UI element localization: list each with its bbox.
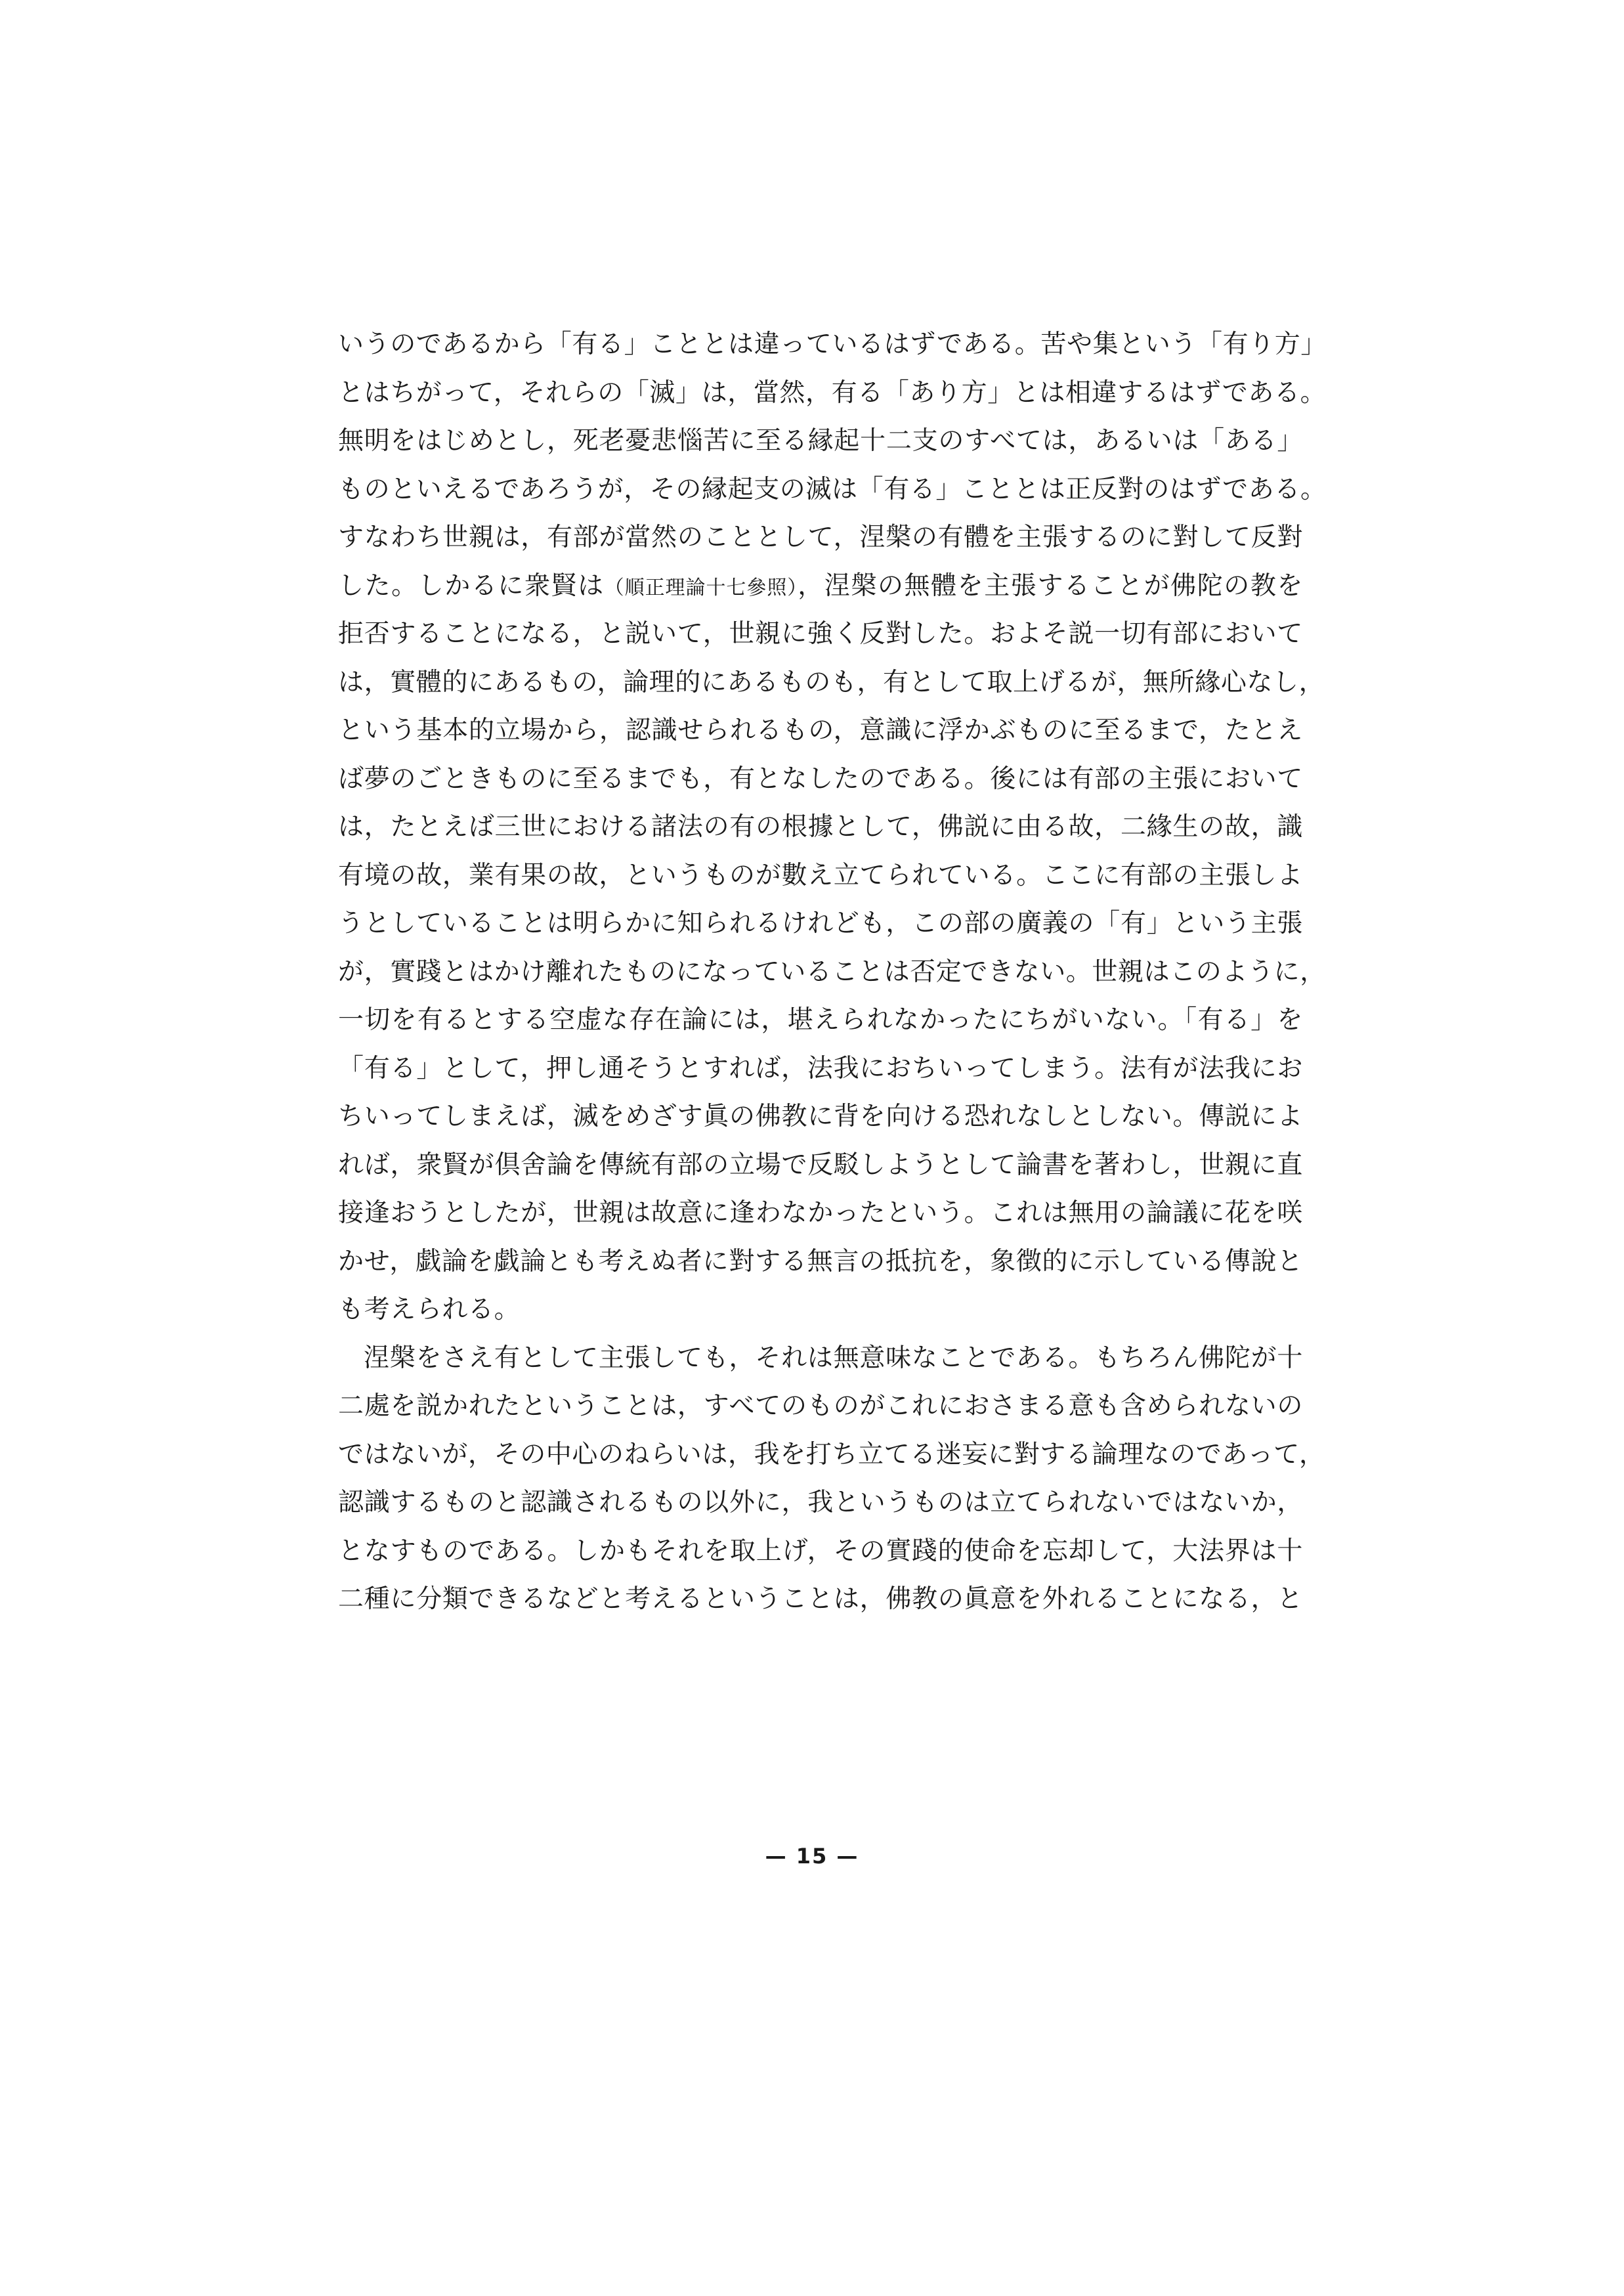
- text-line: 涅槃をさえ有として主張しても，それは無意味なことである。もちろん佛陀が十: [364, 1343, 1303, 1373]
- paragraph: [338, 320, 1327, 1334]
- text-line: れば，衆賢が倶舍論を傳統有部の立場で反駁しようとして論書を著わし，世親に直: [338, 1150, 1303, 1180]
- text-segment: ，涅槃の無體を主張することが佛陀の教を: [798, 571, 1304, 601]
- text-line: 認識するものと認識されるもの以外に，我というものは立てられないではないか，: [338, 1488, 1303, 1517]
- text-line: は，たとえば三世における諸法の有の根據として，佛説に由る故，二緣生の故，識: [338, 812, 1303, 842]
- text-line: うとしていることは明らかに知られるけれども，この部の廣義の「有」という主張: [338, 909, 1303, 938]
- text-line: 二種に分類できるなどと考えるということは，佛教の眞意を外れることになる，と: [338, 1584, 1303, 1614]
- text-line: 拒否することになる，と説いて，世親に強く反對した。およそ説一切有部において: [338, 619, 1303, 649]
- text-line: すなわち世親は，有部が當然のこととして，涅槃の有體を主張するのに對して反對: [338, 523, 1303, 552]
- text-line: ちいってしまえば，滅をめざす眞の佛教に背を向ける恐れなしとしない。傳説によ: [338, 1102, 1303, 1131]
- inline-citation: （順正理論十七參照）: [604, 576, 798, 599]
- text-line: が，實踐とはかけ離れたものになっていることは否定できない。世親はこのように，: [338, 957, 1326, 987]
- text-line: ば夢のごときものに至るまでも，有となしたのである。後には有部の主張において: [338, 764, 1303, 794]
- text-line: 無明をはじめとし，死老憂悲惱苦に至る縁起十二支のすべては，あるいは「ある」: [338, 426, 1303, 456]
- text-segment: した。しかるに衆賢は: [338, 571, 605, 601]
- text-line: という基本的立場から，認識せられるもの，意識に浮かぶものに至るまで，たとえ: [338, 716, 1303, 745]
- text-line-with-note: [338, 562, 1303, 611]
- text-line: 二處を説かれたということは，すべてのものがこれにおさまる意も含められないの: [338, 1391, 1303, 1421]
- text-line: も考えられる。: [338, 1295, 521, 1324]
- text-line: となすものである。しかもそれを取上げ，その實踐的使命を忘却して，大法界は十: [338, 1536, 1303, 1566]
- paragraph: [338, 1334, 1325, 1624]
- text-line: は，實體的にあるもの，論理的にあるものも，有として取上げるが，無所緣心なし，: [338, 667, 1325, 697]
- text-line: いうのであるから「有る」こととは違っているはずである。苦や集という「有り方」: [338, 330, 1327, 359]
- text-line: ではないが，その中心のねらいは，我を打ち立てる迷妄に對する論理なのであって，: [338, 1439, 1325, 1469]
- text-line: 接逢おうとしたが，世親は故意に逢わなかったという。これは無用の論議に花を咲: [338, 1198, 1303, 1228]
- text-line: ものといえるであろうが，その縁起支の滅は「有る」こととは正反對のはずである。: [338, 474, 1327, 504]
- text-line: 有境の故，業有果の故，というものが數え立てられている。ここに有部の主張しよ: [338, 860, 1303, 890]
- text-line: とはちがって，それらの「滅」は，當然，有る「あり方」とは相違するはずである。: [338, 378, 1327, 408]
- page-number: — 15 —: [765, 1844, 859, 1869]
- text-line: かせ，戯論を戯論とも考えぬ者に對する無言の抵抗を，象徴的に示している傳說と: [338, 1246, 1303, 1276]
- text-line: 「有る」として，押し通そうとすれば，法我におちいってしまう。法有が法我にお: [338, 1053, 1303, 1083]
- body-text: [338, 320, 1327, 1624]
- text-line: 一切を有るとする空虚な存在論には，堪えられなかったにちがいない。「有る」を: [338, 1005, 1303, 1035]
